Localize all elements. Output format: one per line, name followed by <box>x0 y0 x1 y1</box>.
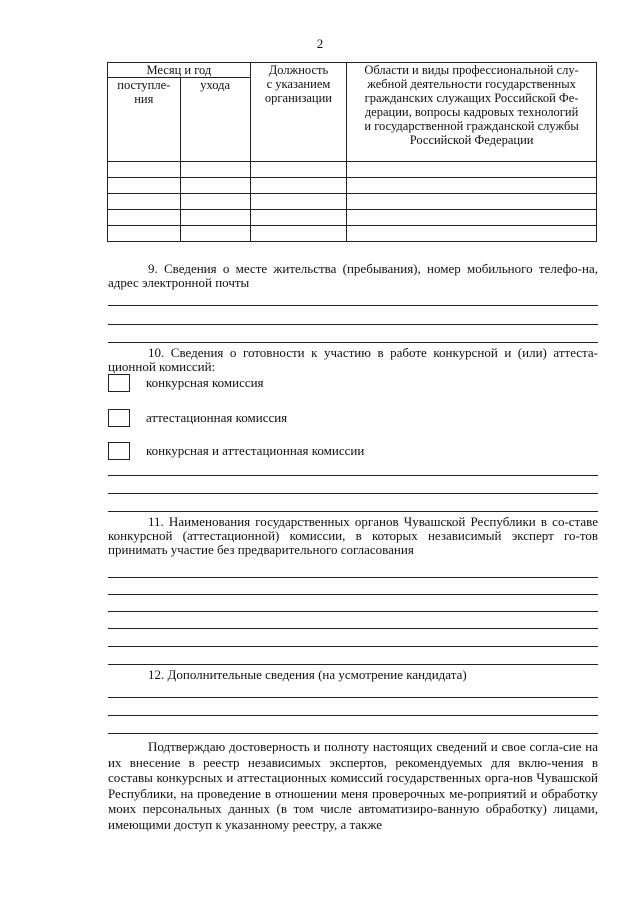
table-row[interactable] <box>108 210 597 226</box>
table-row[interactable] <box>108 162 597 178</box>
answer-line[interactable] <box>108 594 598 595</box>
answer-line[interactable] <box>108 305 598 306</box>
table-cell[interactable] <box>180 178 250 194</box>
answer-line[interactable] <box>108 493 598 494</box>
answer-line[interactable] <box>108 511 598 512</box>
table-cell[interactable] <box>347 226 597 242</box>
table-cell[interactable] <box>180 162 250 178</box>
end-header: ухода <box>180 78 250 162</box>
table-cell[interactable] <box>180 226 250 242</box>
table-cell[interactable] <box>250 210 346 226</box>
table-cell[interactable] <box>250 194 346 210</box>
table-cell[interactable] <box>347 210 597 226</box>
table-cell[interactable] <box>108 226 181 242</box>
answer-line[interactable] <box>108 628 598 629</box>
checkbox[interactable] <box>108 374 130 392</box>
option-competition-commission[interactable] <box>108 373 264 393</box>
answer-line[interactable] <box>108 733 598 734</box>
answer-line[interactable] <box>108 664 598 665</box>
answer-line[interactable] <box>108 646 598 647</box>
table-row[interactable] <box>108 226 597 242</box>
table-cell[interactable] <box>108 210 181 226</box>
checkbox[interactable] <box>108 409 130 427</box>
table-cell[interactable] <box>108 162 181 178</box>
checkbox[interactable] <box>108 442 130 460</box>
answer-line[interactable] <box>108 342 598 343</box>
section-12-text: 12. Дополнительные сведения (на усмотрение кандидата) <box>148 667 467 682</box>
start-header: поступле- ния <box>108 78 181 162</box>
consent-paragraph: Подтверждаю достоверность и полноту настоящих сведений и свое согла-сие на их внесение в реестр независимых экспертов, рекомендуемых для вклю-чения в составы конкурсных и аттестационных комиссий государственных орга-нов Чувашской Республики, на проведение в отношении меня проверочных ме-роприятий и обработку моих персональных данных (в том числе автоматизиро-ванную обработку) лицами, имеющими доступ к указанному реестру, а также <box>108 739 598 832</box>
month-year-header: Месяц и год <box>108 63 251 78</box>
answer-line[interactable] <box>108 715 598 716</box>
answer-line[interactable] <box>108 577 598 578</box>
option-label: конкурсная и аттестационная комиссии <box>146 443 365 458</box>
table-row[interactable] <box>108 178 597 194</box>
option-label: аттестационная комиссия <box>146 410 288 425</box>
section-11-text: 11. Наименования государственных органов Чувашской Республики в со-ставе конкурсной (аттестационной) комиссии, в которых независимый эксперт го-тов принимать участие без предварительного согласования <box>108 514 598 557</box>
option-both-commissions[interactable] <box>108 441 364 461</box>
table-cell[interactable] <box>250 226 346 242</box>
answer-line[interactable] <box>108 611 598 612</box>
table-cell[interactable] <box>250 162 346 178</box>
table-cell[interactable] <box>250 178 346 194</box>
areas-header: Области и виды профессиональной слу- жебной деятельности государственных гражданских служащих Российской Фе- дерации, вопросы кадровых технологий и государственной гражданской службы Российской Федерации <box>347 63 597 162</box>
work-history-table <box>107 62 597 242</box>
page-number: 2 <box>316 36 324 51</box>
answer-line[interactable] <box>108 324 598 325</box>
position-header: Должность с указанием организации <box>250 63 346 162</box>
table-cell[interactable] <box>108 178 181 194</box>
answer-line[interactable] <box>108 475 598 476</box>
section-10-text: 10. Сведения о готовности к участию в работе конкурсной и (или) аттеста-ционной комиссий: <box>108 345 598 374</box>
option-label: конкурсная комиссия <box>146 375 264 390</box>
table-cell[interactable] <box>347 178 597 194</box>
answer-line[interactable] <box>108 697 598 698</box>
table-cell[interactable] <box>347 194 597 210</box>
table-cell[interactable] <box>347 162 597 178</box>
option-attestation-commission[interactable] <box>108 408 287 428</box>
table-cell[interactable] <box>108 194 181 210</box>
section-9-text: 9. Сведения о месте жительства (пребывания), номер мобильного телефо-на, адрес электронной почты <box>108 261 598 290</box>
table-cell[interactable] <box>180 210 250 226</box>
table-cell[interactable] <box>180 194 250 210</box>
table-header-row <box>108 63 597 78</box>
table-row[interactable] <box>108 194 597 210</box>
